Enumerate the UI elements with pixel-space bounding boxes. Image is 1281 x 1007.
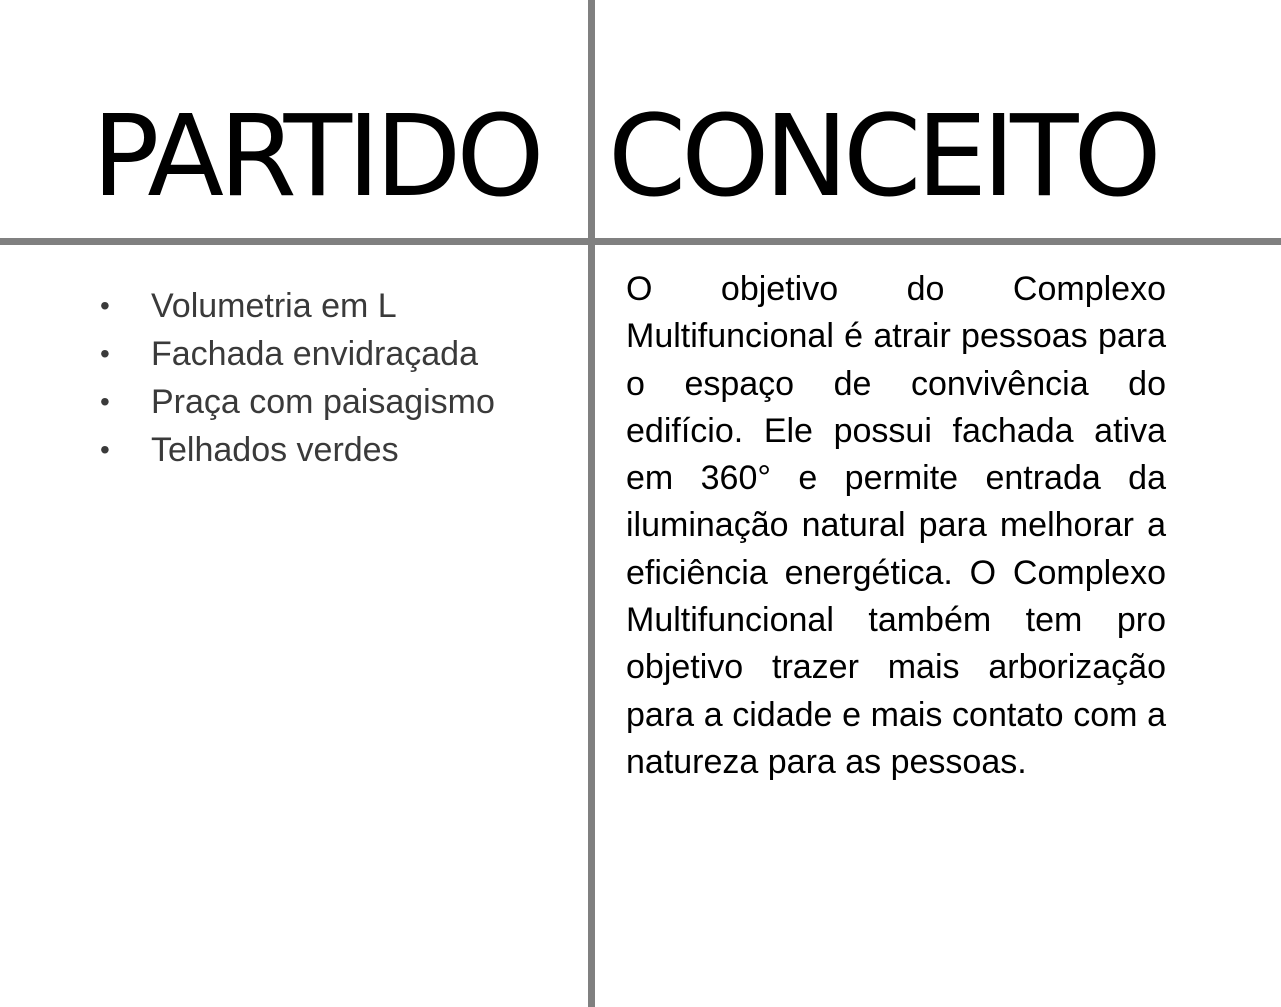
- bullet-icon: •: [100, 386, 110, 417]
- bullet-label: Volumetria em L: [151, 287, 397, 325]
- partido-bullet-list: [100, 282, 570, 474]
- bullet-label: Telhados verdes: [151, 431, 399, 469]
- bullet-item: [100, 330, 570, 378]
- vertical-divider: [588, 0, 595, 1007]
- bullet-label: Praça com paisagismo: [151, 383, 495, 421]
- conceito-title: CONCEITO: [608, 92, 1157, 222]
- bullet-item: [100, 282, 570, 330]
- horizontal-divider: [0, 238, 1281, 245]
- bullet-label: Fachada envidraçada: [151, 335, 479, 373]
- bullet-item: [100, 426, 570, 474]
- bullet-icon: •: [100, 290, 110, 321]
- bullet-item: [100, 378, 570, 426]
- bullet-icon: •: [100, 338, 110, 369]
- bullet-icon: •: [100, 434, 110, 465]
- partido-title: PARTIDO: [92, 92, 540, 222]
- conceito-paragraph: O objetivo do Complexo Multifuncional é atrair pessoas para o espaço de convivência do edifício. Ele possui fachada ativa em 360° e permite entrada da iluminação natural para melhorar a eficiência energética. O Complexo Multifuncional também tem pro objetivo trazer mais arborização para a cidade e mais contato com a natureza para as pessoas.: [626, 270, 1166, 781]
